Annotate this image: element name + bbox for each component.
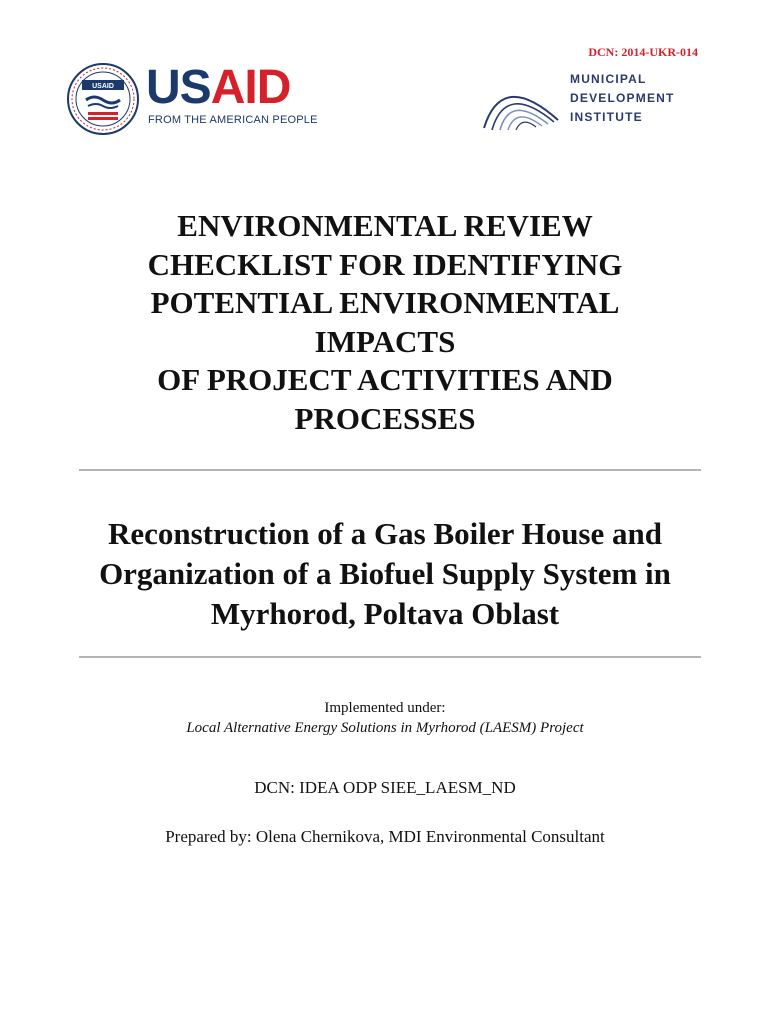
document-control-number: DCN: 2014-UKR-014	[588, 45, 698, 59]
usaid-wordmark-aid: AID	[210, 61, 291, 114]
mdi-logo	[480, 60, 700, 140]
document-title	[60, 207, 710, 438]
title-line: OF PROJECT ACTIVITIES AND	[157, 362, 613, 397]
usaid-seal-icon	[66, 62, 140, 136]
mdi-name-line-1: MUNICIPAL	[570, 72, 647, 86]
prepared-by: Prepared by: Olena Chernikova, MDI Environmental Consultant	[165, 827, 605, 846]
usaid-tagline: FROM THE AMERICAN PEOPLE	[148, 114, 318, 126]
usaid-logo	[66, 58, 316, 140]
implemented-under-block	[60, 698, 710, 738]
usaid-wordmark	[146, 61, 291, 114]
mdi-name-line-3: INSTITUTE	[570, 110, 643, 124]
title-line: POTENTIAL ENVIRONMENTAL	[150, 285, 620, 320]
implemented-label: Implemented under:	[324, 700, 446, 716]
title-line: CHECKLIST FOR IDENTIFYING	[147, 246, 623, 282]
usaid-wordmark-us: US	[146, 61, 211, 114]
divider-top	[79, 469, 701, 471]
divider-bottom	[79, 656, 701, 658]
project-title	[40, 514, 730, 634]
project-title-line: Myrhorod, Poltava Oblast	[210, 596, 560, 631]
dcn-line: DCN: IDEA ODP SIEE_LAESM_ND	[254, 778, 516, 797]
title-line: IMPACTS	[314, 323, 456, 359]
mdi-name-line-2: DEVELOPMENT	[570, 91, 675, 105]
seal-label: USAID	[92, 83, 114, 90]
mdi-name	[570, 70, 675, 127]
mdi-arch-icon	[480, 64, 562, 134]
title-line: PROCESSES	[294, 400, 476, 436]
project-title-line: Reconstruction of a Gas Boiler House and	[108, 516, 662, 551]
project-title-line: Organization of a Biofuel Supply System in	[99, 556, 671, 591]
title-line: ENVIRONMENTAL REVIEW	[177, 208, 593, 243]
implemented-project-name: Local Alternative Energy Solutions in Myrhorod (LAESM) Project	[186, 720, 584, 736]
